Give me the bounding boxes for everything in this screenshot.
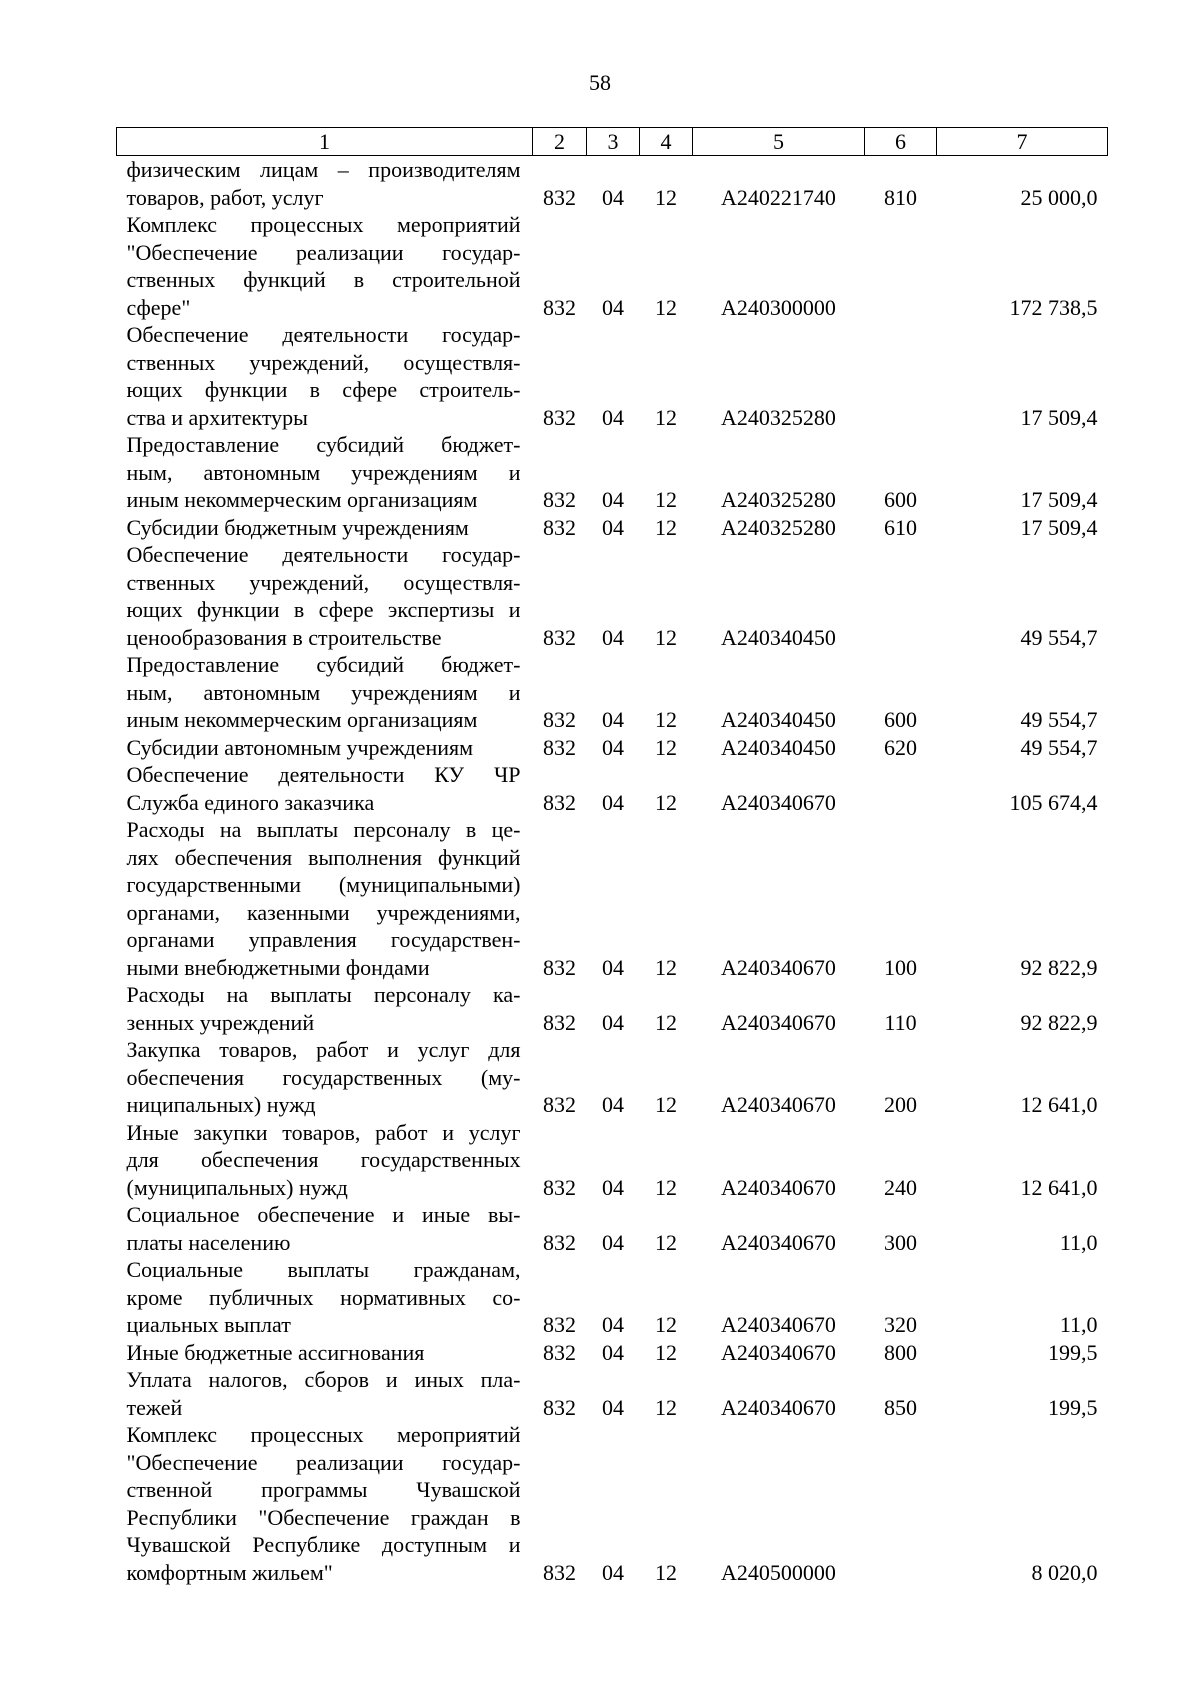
amount: 49 554,7 <box>1020 624 1098 650</box>
expense-name-line: Обеспечение деятельности государ- <box>126 542 521 567</box>
expense-name <box>117 651 533 734</box>
expense-name-line: Социальное обеспечение и иные вы- <box>126 1202 521 1227</box>
subsection-code: 12 <box>655 624 677 650</box>
expense-type-code: 620 <box>884 734 917 760</box>
column-header-2: 2 <box>533 128 587 156</box>
expense-name <box>117 734 533 762</box>
expense-name-line: иным некоммерческим организациям <box>126 487 478 512</box>
expense-name-line: Уплата налогов, сборов и иных пла- <box>126 1367 521 1392</box>
section-code: 04 <box>602 404 624 430</box>
expense-name-line: ющих функции в сфере строитель- <box>126 377 521 402</box>
column-header-4: 4 <box>640 128 693 156</box>
amount: 199,5 <box>1048 1339 1098 1365</box>
target-article-code: А240340670 <box>721 1174 836 1200</box>
table-row <box>117 431 1108 514</box>
amount: 25 000,0 <box>1020 184 1098 210</box>
expense-name <box>117 1256 533 1339</box>
expense-name-line: органами, казенными учреждениями, <box>126 899 521 925</box>
table-row <box>117 1036 1108 1119</box>
expense-name-line: Субсидии автономным учреждениям <box>126 734 474 760</box>
subsection-code: 12 <box>655 1559 677 1585</box>
table-row <box>117 981 1108 1036</box>
target-article-code: А240325280 <box>721 514 836 540</box>
expense-name-line: Предоставление субсидий бюджет- <box>126 652 521 677</box>
subsection-code: 12 <box>655 707 677 732</box>
expense-name-line: Обеспечение деятельности государ- <box>126 322 521 347</box>
expense-name-line: циальных выплат <box>126 1312 291 1337</box>
table-row <box>117 1339 1108 1367</box>
expense-name-line: сфере" <box>126 294 191 320</box>
subsection-code: 12 <box>655 487 677 512</box>
subsection-code: 12 <box>655 734 677 760</box>
column-header-5: 5 <box>693 128 865 156</box>
expense-type-code <box>865 541 937 651</box>
section-code: 04 <box>602 1229 624 1255</box>
ministry-code: 832 <box>543 184 576 210</box>
section-code: 04 <box>602 1559 624 1585</box>
expense-name-line: ства и архитектуры <box>126 404 308 430</box>
section-code: 04 <box>602 707 624 732</box>
subsection-code: 12 <box>655 1092 677 1117</box>
section-code: 04 <box>602 789 624 815</box>
table-row <box>117 1256 1108 1339</box>
subsection-code: 12 <box>655 954 677 980</box>
expense-name <box>117 1339 533 1367</box>
ministry-code: 832 <box>543 1229 576 1255</box>
amount: 105 674,4 <box>1009 789 1098 815</box>
section-code: 04 <box>602 734 624 760</box>
amount: 12 641,0 <box>1020 1174 1098 1200</box>
section-code: 04 <box>602 184 624 210</box>
column-header-3: 3 <box>587 128 640 156</box>
ministry-code: 832 <box>543 1092 576 1117</box>
expense-type-code: 800 <box>884 1339 917 1365</box>
subsection-code: 12 <box>655 404 677 430</box>
expense-type-code: 810 <box>884 184 917 210</box>
expense-name-line: ными внебюджетными фондами <box>126 954 430 980</box>
expense-name <box>117 981 533 1036</box>
table-row <box>117 156 1108 212</box>
expense-type-code: 110 <box>884 1009 917 1035</box>
amount: 17 509,4 <box>1020 487 1098 512</box>
expense-type-code <box>865 321 937 431</box>
amount: 8 020,0 <box>1031 1559 1098 1585</box>
expense-type-code <box>865 211 937 321</box>
target-article-code: А240340670 <box>721 954 836 980</box>
ministry-code: 832 <box>543 487 576 512</box>
amount: 12 641,0 <box>1020 1092 1098 1117</box>
amount: 11,0 <box>1059 1229 1098 1255</box>
section-code: 04 <box>602 624 624 650</box>
expense-name <box>117 816 533 981</box>
section-code: 04 <box>602 1009 624 1035</box>
expense-name <box>117 211 533 321</box>
expense-type-code: 100 <box>884 954 917 980</box>
expense-name-line: Иные бюджетные ассигнования <box>126 1339 425 1365</box>
expense-type-code: 200 <box>884 1092 917 1117</box>
section-code: 04 <box>602 1174 624 1200</box>
target-article-code: А240325280 <box>721 487 836 512</box>
amount: 49 554,7 <box>1020 734 1098 760</box>
section-code: 04 <box>602 1312 624 1337</box>
expense-name-line: Закупка товаров, работ и услуг для <box>126 1037 521 1062</box>
expense-name-line: Расходы на выплаты персоналу в це- <box>126 817 521 842</box>
target-article-code: А240340670 <box>721 1312 836 1337</box>
subsection-code: 12 <box>655 789 677 815</box>
expense-name <box>117 1366 533 1421</box>
expense-name-line: тежей <box>126 1394 183 1420</box>
ministry-code: 832 <box>543 1009 576 1035</box>
ministry-code: 832 <box>543 734 576 760</box>
expense-name-line: Предоставление субсидий бюджет- <box>126 432 521 457</box>
expense-name-line: Иные закупки товаров, работ и услуг <box>126 1119 521 1145</box>
subsection-code: 12 <box>655 1174 677 1200</box>
amount: 11,0 <box>1059 1312 1098 1337</box>
target-article-code: А240340670 <box>721 1229 836 1255</box>
subsection-code: 12 <box>655 1394 677 1420</box>
subsection-code: 12 <box>655 1339 677 1365</box>
expense-name-line: ственных учреждений, осуществля- <box>126 349 521 375</box>
table-row <box>117 211 1108 321</box>
table-row <box>117 541 1108 651</box>
expense-name-line: "Обеспечение реализации государ- <box>126 1449 521 1475</box>
expense-name-line: ственной программы Чувашской <box>126 1477 521 1502</box>
table-row <box>117 1421 1108 1586</box>
amount: 49 554,7 <box>1020 707 1098 732</box>
ministry-code: 832 <box>543 789 576 815</box>
target-article-code: А240340450 <box>721 734 836 760</box>
expense-name-line: Субсидии бюджетным учреждениям <box>126 514 469 540</box>
expense-name-line: товаров, работ, услуг <box>126 184 324 210</box>
ministry-code: 832 <box>543 404 576 430</box>
ministry-code: 832 <box>543 624 576 650</box>
expense-type-code: 300 <box>884 1229 917 1255</box>
expense-name <box>117 1119 533 1202</box>
expense-type-code: 600 <box>884 707 917 732</box>
amount: 172 738,5 <box>1009 294 1098 320</box>
expense-name <box>117 1421 533 1586</box>
column-header-1: 1 <box>117 128 533 156</box>
amount: 92 822,9 <box>1020 954 1098 980</box>
expense-name-line: ющих функции в сфере экспертизы и <box>126 597 521 622</box>
expense-name <box>117 156 533 212</box>
target-article-code: А240340670 <box>721 1009 836 1035</box>
section-code: 04 <box>602 1339 624 1365</box>
column-header-7: 7 <box>937 128 1108 156</box>
expense-name-line: "Обеспечение реализации государ- <box>126 239 521 265</box>
target-article-code: А240340450 <box>721 624 836 650</box>
expense-name-line: Комплекс процессных мероприятий <box>126 1422 521 1447</box>
table-row <box>117 1201 1108 1256</box>
expense-type-code <box>865 1421 937 1586</box>
target-article-code: А240340670 <box>721 1339 836 1365</box>
expense-type-code <box>865 761 937 816</box>
section-code: 04 <box>602 514 624 540</box>
expense-name-line: Служба единого заказчика <box>126 789 375 815</box>
section-code: 04 <box>602 1092 624 1117</box>
expense-name-line: зенных учреждений <box>126 1009 315 1035</box>
expense-name-line: Республики "Обеспечение граждан в <box>126 1504 521 1530</box>
expense-name-line: ственных функций в строительной <box>126 267 521 292</box>
expense-name-line: физическим лицам – производителям <box>126 157 521 182</box>
section-code: 04 <box>602 487 624 512</box>
expense-name-line: ным, автономным учреждениям и <box>126 679 521 705</box>
expense-name <box>117 1036 533 1119</box>
expense-name-line: платы населению <box>126 1229 291 1255</box>
section-code: 04 <box>602 954 624 980</box>
column-header-6: 6 <box>865 128 937 156</box>
subsection-code: 12 <box>655 294 677 320</box>
section-code: 04 <box>602 1394 624 1420</box>
ministry-code: 832 <box>543 514 576 540</box>
table-row <box>117 816 1108 981</box>
table-row <box>117 1119 1108 1202</box>
table-body <box>117 156 1108 1587</box>
ministry-code: 832 <box>543 1559 576 1585</box>
expense-name-line: Социальные выплаты гражданам, <box>126 1257 521 1282</box>
amount: 17 509,4 <box>1020 404 1098 430</box>
expense-name-line: (муниципальных) нужд <box>126 1174 348 1200</box>
expense-type-code: 610 <box>884 514 917 540</box>
expense-name-line: Чувашской Республике доступным и <box>126 1532 521 1557</box>
column-number-row <box>117 128 1108 156</box>
ministry-code: 832 <box>543 1394 576 1420</box>
table-row <box>117 1366 1108 1421</box>
expense-name <box>117 761 533 816</box>
subsection-code: 12 <box>655 514 677 540</box>
expense-name <box>117 541 533 651</box>
table-row <box>117 321 1108 431</box>
target-article-code: А240340670 <box>721 1092 836 1117</box>
expense-name-line: комфортным жильем" <box>126 1559 333 1585</box>
target-article-code: А240340450 <box>721 707 836 732</box>
table-row <box>117 734 1108 762</box>
target-article-code: А240500000 <box>721 1559 836 1585</box>
target-article-code: А240221740 <box>721 184 836 210</box>
expense-type-code: 240 <box>884 1174 917 1200</box>
ministry-code: 832 <box>543 1312 576 1337</box>
expense-name-line: кроме публичных нормативных со- <box>126 1284 521 1310</box>
expense-name-line: государственными (муниципальными) <box>126 872 521 897</box>
target-article-code: А240300000 <box>721 294 836 320</box>
expense-name-line: органами управления государствен- <box>126 927 521 952</box>
table-row <box>117 514 1108 542</box>
expense-type-code: 320 <box>884 1312 917 1337</box>
expense-name-line: ценообразования в строительстве <box>126 624 442 650</box>
expense-name <box>117 431 533 514</box>
amount: 17 509,4 <box>1020 514 1098 540</box>
subsection-code: 12 <box>655 1009 677 1035</box>
expense-name <box>117 1201 533 1256</box>
budget-table <box>116 127 1108 1586</box>
amount: 199,5 <box>1048 1394 1098 1420</box>
target-article-code: А240340670 <box>721 1394 836 1420</box>
page-number: 58 <box>589 70 611 95</box>
expense-name-line: Комплекс процессных мероприятий <box>126 212 521 237</box>
expense-name-line: Обеспечение деятельности КУ ЧР <box>126 762 521 787</box>
expense-name-line: Расходы на выплаты персоналу ка- <box>126 982 521 1007</box>
target-article-code: А240340670 <box>721 789 836 815</box>
expense-type-code: 850 <box>884 1394 917 1420</box>
ministry-code: 832 <box>543 294 576 320</box>
section-code: 04 <box>602 294 624 320</box>
amount: 92 822,9 <box>1020 1009 1098 1035</box>
expense-name-line: иным некоммерческим организациям <box>126 707 478 732</box>
table-header <box>117 128 1108 156</box>
table-row <box>117 761 1108 816</box>
expense-type-code: 600 <box>884 487 917 512</box>
expense-name <box>117 514 533 542</box>
expense-name-line: ственных учреждений, осуществля- <box>126 569 521 595</box>
expense-name-line: лях обеспечения выполнения функций <box>126 844 521 870</box>
ministry-code: 832 <box>543 707 576 732</box>
table-row <box>117 651 1108 734</box>
expense-name-line: для обеспечения государственных <box>126 1147 521 1172</box>
target-article-code: А240325280 <box>721 404 836 430</box>
subsection-code: 12 <box>655 184 677 210</box>
expense-name-line: ниципальных) нужд <box>126 1092 316 1117</box>
expense-name-line: обеспечения государственных (му- <box>126 1064 521 1090</box>
expense-name-line: ным, автономным учреждениям и <box>126 459 521 485</box>
expense-name <box>117 321 533 431</box>
subsection-code: 12 <box>655 1229 677 1255</box>
ministry-code: 832 <box>543 1339 576 1365</box>
subsection-code: 12 <box>655 1312 677 1337</box>
ministry-code: 832 <box>543 954 576 980</box>
ministry-code: 832 <box>543 1174 576 1200</box>
